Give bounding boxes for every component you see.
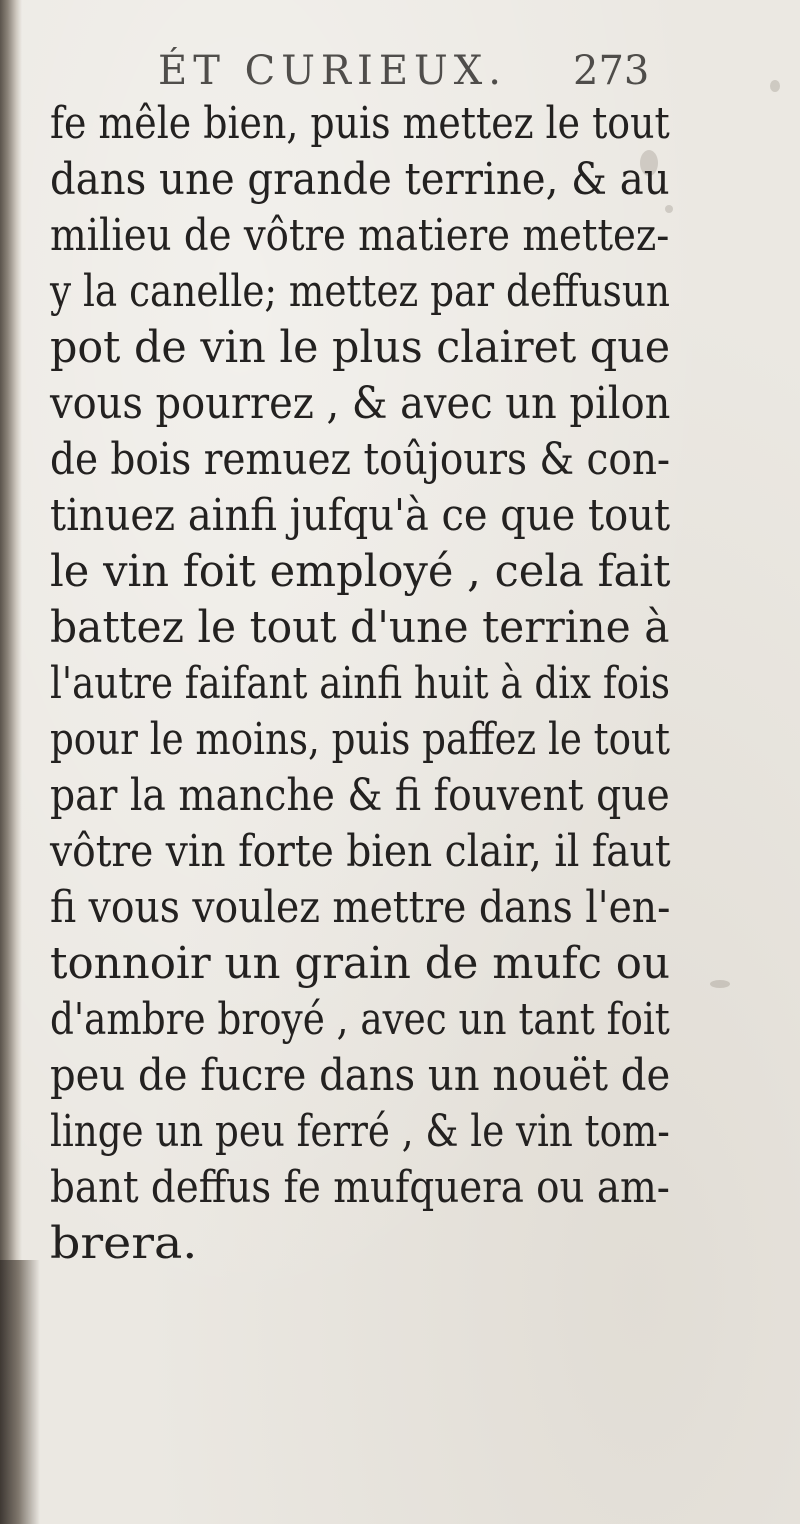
text-line-17: d'ambre broyé , avec un tant foit (50, 994, 670, 1045)
text-line-11: l'autre faifant ainfi huit à dix fois (50, 658, 670, 709)
text-line-16: tonnoir un grain de mufc ou (50, 938, 671, 989)
text-line-4: y la canelle; mettez par deffusun (50, 266, 670, 317)
text-line-15: fi vous voulez mettre dans l'en- (50, 882, 671, 933)
page-header (0, 38, 800, 98)
text-line-10: battez le tout d'une terrine à (50, 602, 670, 653)
page-edge-shadow-bottom (0, 1260, 40, 1524)
page-number: 273 (573, 48, 650, 94)
text-line-5: pot de vin le plus clairet que (50, 322, 671, 373)
text-line-19: linge un peu ferré , & le vin tom- (50, 1106, 670, 1157)
ink-stain (710, 980, 730, 988)
text-line-3: milieu de vôtre matiere mettez- (50, 210, 670, 261)
text-line-6: vous pourrez , & avec un pilon (50, 378, 671, 429)
text-line-9: le vin foit employé , cela fait (50, 546, 671, 597)
text-line-18: peu de fucre dans un nouët de (50, 1050, 671, 1101)
text-line-14: vôtre vin forte bien clair, il faut (50, 826, 671, 877)
text-line-12: pour le moins, puis paffez le tout (50, 714, 670, 765)
text-line-7: de bois remuez toûjours & con- (50, 434, 671, 485)
text-line-8: tinuez ainfi jufqu'à ce que tout (50, 490, 671, 541)
text-line-21: brera. (50, 1218, 198, 1269)
text-line-1: fe mêle bien, puis mettez le tout (50, 98, 670, 149)
text-line-13: par la manche & fi fouvent que (50, 770, 670, 821)
running-title: ÉT CURIEUX. (158, 48, 507, 94)
text-line-2: dans une grande terrine, & au (50, 154, 670, 205)
text-line-20: bant deffus fe mufquera ou am- (50, 1162, 670, 1213)
